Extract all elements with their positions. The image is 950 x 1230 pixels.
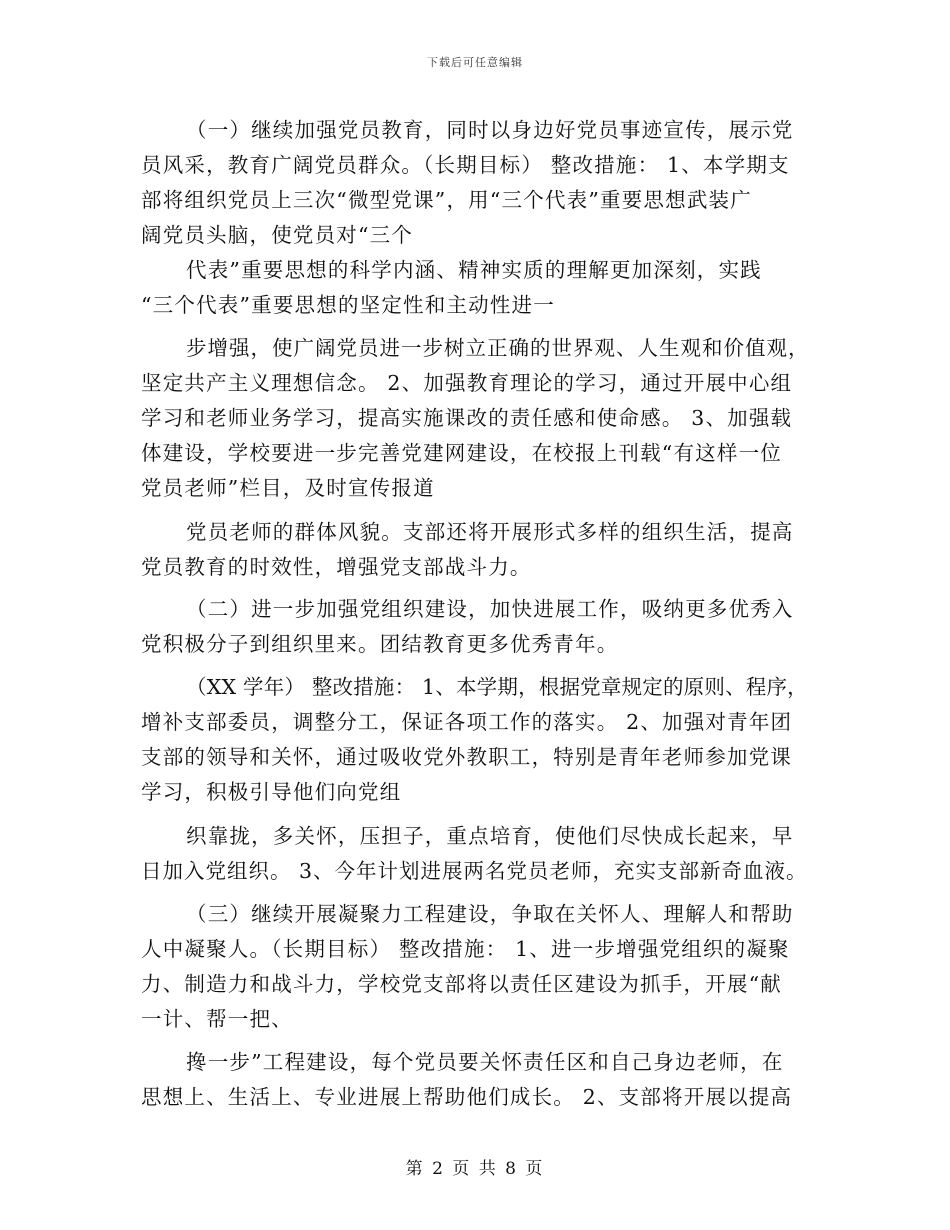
paragraph-line: 部将组织党员上三次“微型党课”，用“三个代表”重要思想武装广 bbox=[141, 188, 752, 212]
paragraph-line: 增补支部委员，调整分工，保证各项工作的落实。 2、加强对青年团 bbox=[141, 710, 793, 734]
paragraph-line: 体建设，学校要进一步完善党建网建设，在校报上刊载“有这样一位 bbox=[141, 441, 782, 465]
paragraph-line: 党员教育的时效性，增强党支部战斗力。 bbox=[141, 555, 532, 579]
paragraph-line: 支部的领导和关怀，通过吸收党外教职工，特别是青年老师参加党课 bbox=[141, 745, 792, 769]
paragraph-line: 思想上、生活上、专业进展上帮助他们成长。 2、支部将开展以提高 bbox=[141, 1085, 793, 1109]
paragraph-line: （三）继续开展凝聚力工程建设，争取在关怀人、理解人和帮助 bbox=[186, 902, 794, 926]
page-number-footer: 第 2 页 共 8 页 bbox=[405, 1159, 545, 1179]
page-header: 下载后可任意编辑 bbox=[427, 56, 523, 69]
paragraph-line: 员风采，教育广阔党员群众。（长期目标） 整改措施： 1、本学期支 bbox=[141, 153, 790, 177]
paragraph-line: 党员老师的群体风貌。支部还将开展形式多样的组织生活，提高 bbox=[186, 520, 794, 544]
paragraph-line: 织靠拢，多关怀，压担子，重点培育，使他们尽快成长起来，早 bbox=[186, 824, 794, 848]
paragraph-line: 搀一步”工程建设，每个党员要关怀责任区和自己身边老师，在 bbox=[186, 1050, 784, 1074]
paragraph-line: “三个代表”重要思想的坚定性和主动性进一 bbox=[141, 293, 555, 317]
paragraph-line: 学习和老师业务学习，提高实施课改的责任感和使命感。 3、加强载 bbox=[141, 406, 793, 430]
paragraph-line: 人中凝聚人。（长期目标） 整改措施： 1、进一步增强党组织的凝聚 bbox=[141, 937, 790, 961]
paragraph-line: （二）进一步加强党组织建设，加快进展工作，吸纳更多优秀入 bbox=[186, 597, 794, 621]
paragraph-line: 阔党员头脑，使党员对“三个 bbox=[141, 223, 414, 247]
paragraph-line: （XX 学年） 整改措施： 1、本学期，根据党章规定的原则、程序， bbox=[186, 675, 808, 699]
paragraph-line: 党员老师”栏目，及时宣传报道 bbox=[141, 476, 435, 500]
paragraph-line: 力、制造力和战斗力，学校党支部将以责任区建设为抓手，开展“献 bbox=[141, 972, 782, 996]
paragraph-line: 日加入党组织。 3、今年计划进展两名党员老师，充实支部新奇血液。 bbox=[141, 859, 808, 883]
paragraph-line: 坚定共产主义理想信念。 2、加强教育理论的学习，通过开展中心组 bbox=[141, 371, 793, 395]
paragraph-line: （一）继续加强党员教育，同时以身边好党员事迹宣传，展示党 bbox=[186, 118, 794, 142]
paragraph-line: 代表”重要思想的科学内涵、精神实质的理解更加深刻，实践 bbox=[186, 258, 762, 282]
paragraph-line: 步增强，使广阔党员进一步树立正确的世界观、人生观和价值观， bbox=[186, 336, 810, 360]
paragraph-line: 一计、帮一把、 bbox=[141, 1007, 293, 1031]
paragraph-line: 学习，积极引导他们向党组 bbox=[141, 780, 402, 804]
paragraph-line: 党积极分子到组织里来。团结教育更多优秀青年。 bbox=[141, 632, 619, 656]
